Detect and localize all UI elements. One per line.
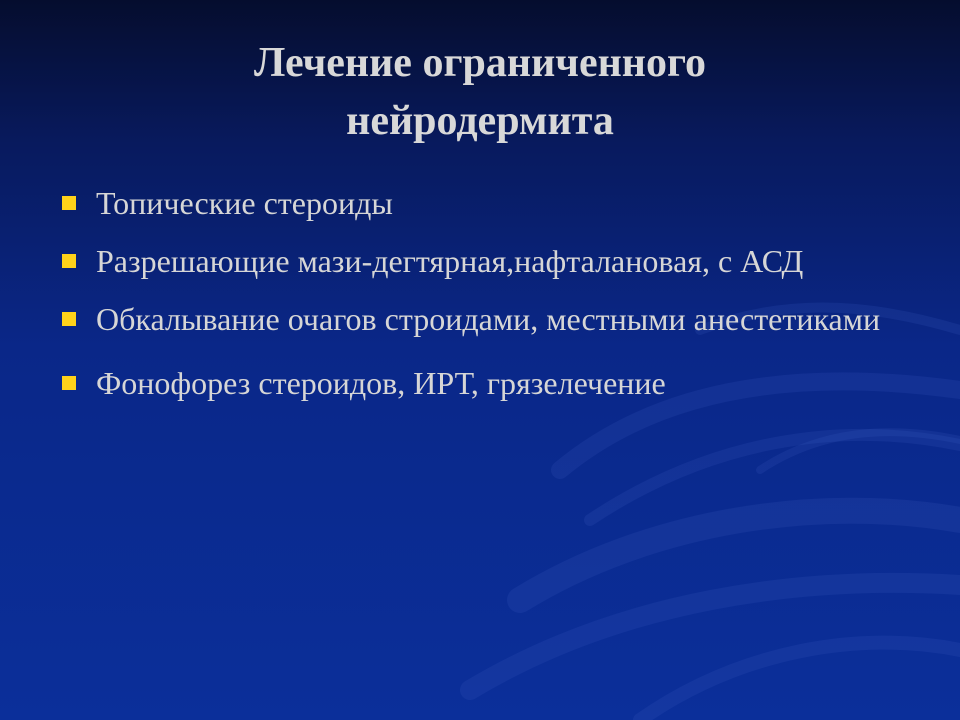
yellow-square-icon xyxy=(62,376,76,390)
bullet-item xyxy=(60,236,920,286)
bullet-text: Топические стероиды xyxy=(96,185,393,221)
slide-title: Лечение ограниченного нейродермита xyxy=(253,40,707,144)
bullet-text: Разрешающие мази-дегтярная,нафталановая, с АСД xyxy=(96,243,804,279)
yellow-square-icon xyxy=(62,254,76,268)
bullet-list xyxy=(60,178,920,416)
bullet-text: Фонофорез стероидов, ИРТ, грязелечение xyxy=(96,365,666,401)
yellow-square-icon xyxy=(62,312,76,326)
bullet-item xyxy=(60,178,920,228)
bullet-text: Обкалывание очагов строидами, местными анестетиками xyxy=(96,301,881,337)
bullet-item xyxy=(60,358,920,408)
bullet-item xyxy=(60,294,920,344)
yellow-square-icon xyxy=(62,196,76,210)
